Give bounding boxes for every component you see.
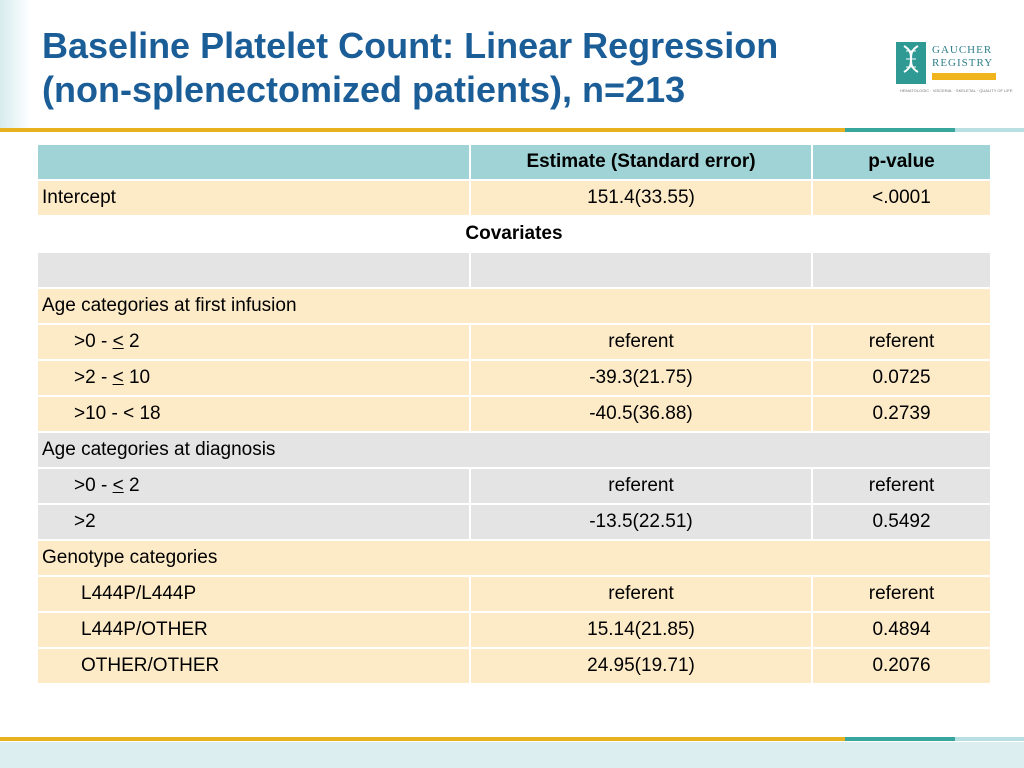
section-label: Age categories at diagnosis [37,432,991,468]
table-row [37,468,991,504]
row-label: L444P/L444P [37,576,470,612]
covariates-label: Covariates [37,216,991,252]
table-row-intercept [37,180,991,216]
estimate-cell: 15.14(21.85) [470,612,812,648]
logo-color-bar [932,73,996,80]
row-label: L444P/OTHER [37,612,470,648]
gaucher-registry-logo [896,42,1013,98]
estimate-cell: 151.4(33.55) [470,180,812,216]
blank-row [37,252,991,288]
title-line-2: (non-splenectomized patients), n=213 [42,69,686,110]
pvalue-cell: <.0001 [812,180,991,216]
table-row [37,648,991,684]
table-row [37,612,991,648]
estimate-cell: -40.5(36.88) [470,396,812,432]
logo-tagline: HEMATOLOGIC · VISCERAL · SKELETAL · QUALITY OF LIFE [900,88,1013,93]
pvalue-cell: 0.0725 [812,360,991,396]
estimate-cell: referent [470,468,812,504]
pvalue-cell: referent [812,468,991,504]
header-cell-pvalue: p-value [812,144,991,180]
estimate-cell: 24.95(19.71) [470,648,812,684]
table-header-row [37,144,991,180]
logo-text-line1: GAUCHER [932,44,993,56]
pvalue-cell: referent [812,576,991,612]
pvalue-cell: 0.2739 [812,396,991,432]
section-header-row [37,432,991,468]
regression-table [36,143,992,685]
slide-title [42,24,872,112]
section-header-row [37,540,991,576]
blank-cell [812,252,991,288]
blank-cell [37,252,470,288]
row-label: >0 - < 2 [37,324,470,360]
estimate-cell: -13.5(22.51) [470,504,812,540]
title-line-1: Baseline Platelet Count: Linear Regression [42,25,779,66]
table-row [37,396,991,432]
section-label: Genotype categories [37,540,991,576]
row-label: >10 - < 18 [37,396,470,432]
dna-helix-decoration [0,0,30,128]
footer-band [0,742,1024,768]
dna-logo-icon [896,42,926,84]
estimate-cell: -39.3(21.75) [470,360,812,396]
pvalue-cell: 0.4894 [812,612,991,648]
pvalue-cell: 0.2076 [812,648,991,684]
slide-header [0,0,1024,128]
row-label: >2 - < 10 [37,360,470,396]
blank-cell [470,252,812,288]
row-label: OTHER/OTHER [37,648,470,684]
table-row [37,576,991,612]
header-cell-estimate: Estimate (Standard error) [470,144,812,180]
table-row [37,324,991,360]
table-row [37,504,991,540]
covariates-row [37,216,991,252]
estimate-cell: referent [470,576,812,612]
header-cell-blank [37,144,470,180]
section-header-row [37,288,991,324]
row-label: >2 [37,504,470,540]
section-label: Age categories at first infusion [37,288,991,324]
pvalue-cell: referent [812,324,991,360]
row-label: Intercept [37,180,470,216]
row-label: >0 - < 2 [37,468,470,504]
logo-text-line2: REGISTRY [932,57,994,69]
estimate-cell: referent [470,324,812,360]
pvalue-cell: 0.5492 [812,504,991,540]
table-row [37,360,991,396]
